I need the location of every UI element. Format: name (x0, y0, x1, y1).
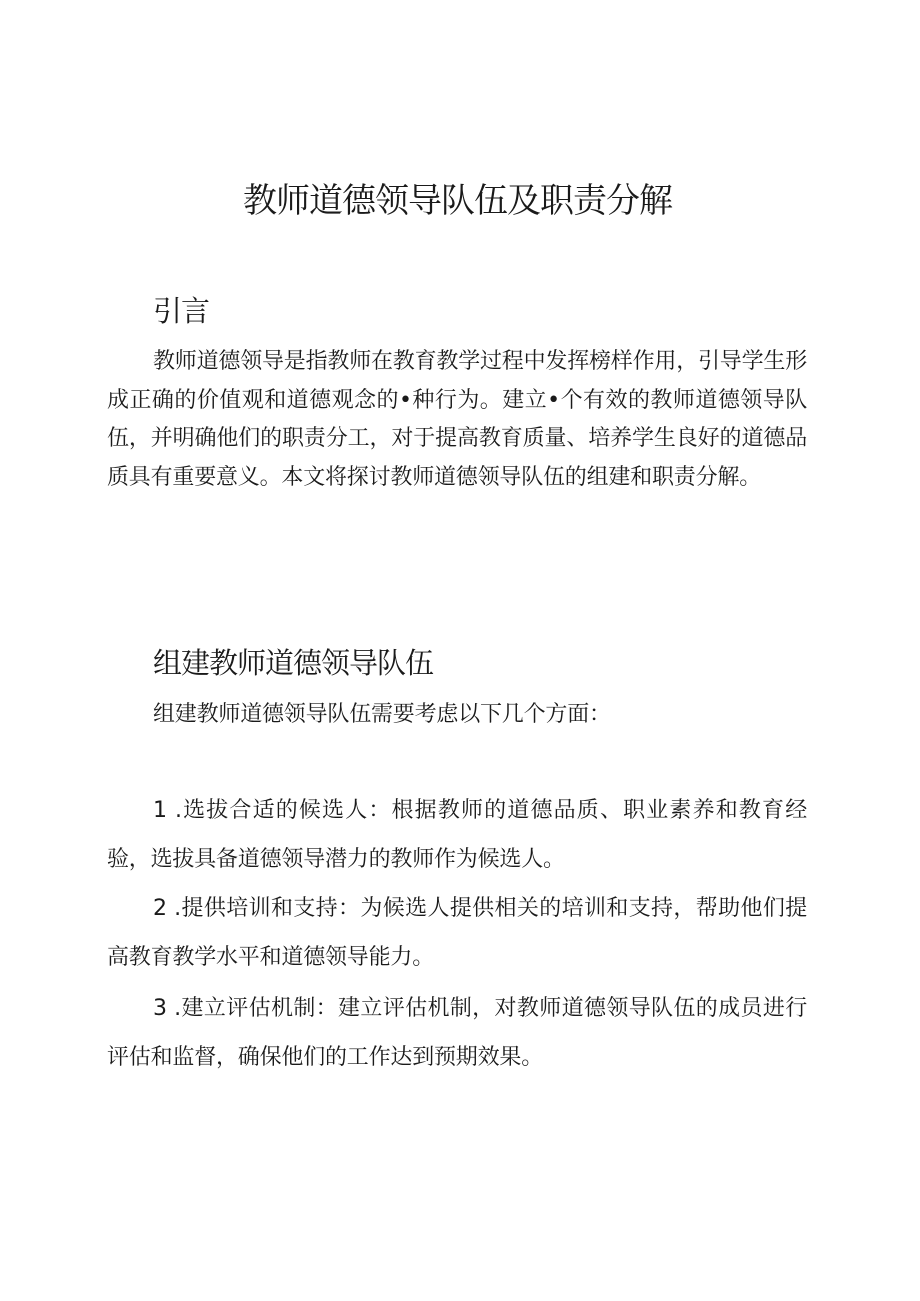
list-item-number: 2 (153, 896, 167, 921)
list-item-text: .选拔合适的候选人：根据教师的道德品质、职业素养和教育经验，选拔具备道德领导潜力的教师作为候选人。 (107, 798, 807, 872)
document-title: 教师道德领导队伍及职责分解 (243, 181, 672, 221)
list-item-number: 1 (153, 798, 167, 823)
intro-paragraph: 教师道德领导是指教师在教育教学过程中发挥榜样作用，引导学生形成正确的价值观和道德观念的•种行为。建立•个有效的教师道德领导队伍，并明确他们的职责分工，对于提高教育质量、培养学生良好的道德品质具有重要意义。本文将探讨教师道德领导队伍的组建和职责分解。 (107, 349, 808, 490)
list-item-number: 3 (153, 996, 167, 1021)
list-item-text: .提供培训和支持：为候选人提供相关的培训和支持，帮助他们提高教育教学水平和道德领导能力。 (107, 896, 807, 970)
list-item (107, 985, 807, 1082)
list-item (107, 787, 807, 884)
build-section-heading: 组建教师道德领导队伍 (153, 646, 434, 680)
intro-heading: 引言 (153, 294, 210, 328)
list-item (107, 885, 807, 982)
build-section-lead: 组建教师道德领导队伍需要考虑以下几个方面： (153, 702, 611, 727)
list-item-text: .建立评估机制：建立评估机制，对教师道德领导队伍的成员进行评估和监督，确保他们的工作达到预期效果。 (107, 996, 807, 1070)
